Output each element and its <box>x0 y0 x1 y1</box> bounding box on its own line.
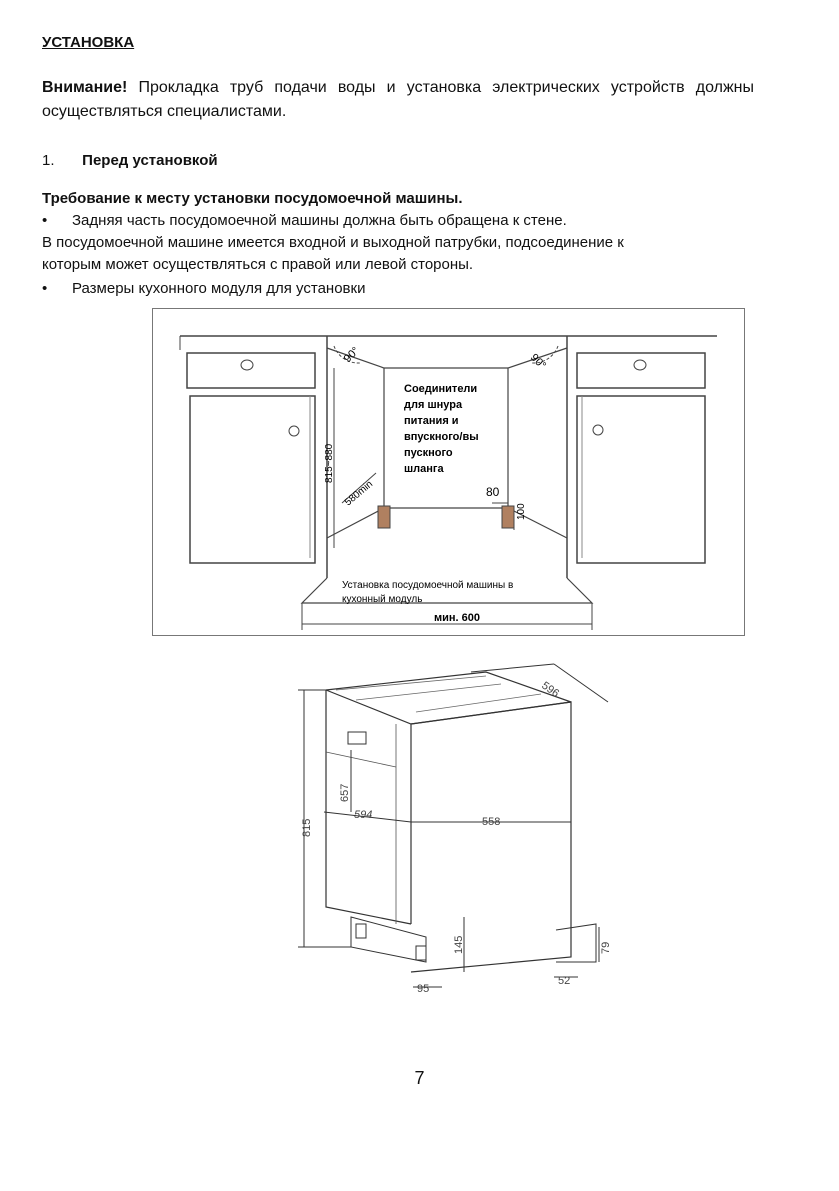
section-heading: УСТАНОВКА <box>42 34 135 51</box>
kitchen-module-diagram <box>152 308 745 636</box>
section-number: 1. <box>42 152 55 169</box>
svg-text:Соединители: Соединители <box>404 383 478 395</box>
warning-lead: Внимание! <box>42 79 128 96</box>
paragraph-line: которым может осуществляться с правой или левой стороны. <box>42 256 474 273</box>
height-range-label: 815~880 <box>324 443 335 483</box>
paragraph-line: В посудомоечной машине имеется входной и выходной патрубки, подсоединение к <box>42 234 624 251</box>
angle-right-label: 90° <box>527 351 549 372</box>
caption-line: Установка посудомоечной машины в <box>342 580 514 591</box>
requirement-title: Требование к месту установки посудомоечной машины. <box>42 190 463 207</box>
dim-594-label: 594 <box>354 809 373 821</box>
depth-min-label: 580min <box>342 478 376 509</box>
dim-100-label: 100 <box>516 503 527 520</box>
dim-80-label: 80 <box>486 485 500 499</box>
bullet-icon: • <box>42 280 48 297</box>
dishwasher-dimension-drawing <box>296 662 621 994</box>
width-min-label: мин. 600 <box>434 612 481 624</box>
connector-label <box>404 383 479 475</box>
dim-657-label: 657 <box>339 783 351 802</box>
dim-558-label: 558 <box>482 816 501 828</box>
svg-text:шланга: шланга <box>404 463 444 475</box>
dim-815-label: 815 <box>301 818 313 837</box>
dim-79-label: 79 <box>600 941 612 954</box>
bullet-item <box>42 278 365 300</box>
warning-text: Прокладка труб подачи воды и установка электрических устройств должны осуществляться специалистами. <box>42 79 754 120</box>
bullet-item <box>42 210 567 232</box>
section-title <box>42 150 218 172</box>
section-title-text: Перед установкой <box>82 152 218 169</box>
svg-text:питания и: питания и <box>404 415 459 427</box>
bullet-text: Размеры кухонного модуля для установки <box>72 280 366 297</box>
svg-text:впускного/вы: впускного/вы <box>404 431 479 443</box>
bullet-icon: • <box>42 212 48 229</box>
dim-596-label: 596 <box>539 679 562 700</box>
bullet-text: Задняя часть посудомоечной машины должна быть обращена к стене. <box>72 212 567 229</box>
svg-text:пускного: пускного <box>404 447 453 459</box>
dim-95-label: 95 <box>417 983 430 994</box>
dim-52-label: 52 <box>558 975 571 987</box>
angle-left-label: 90° <box>341 344 362 366</box>
svg-text:для шнура: для шнура <box>404 399 463 411</box>
page-number: 7 <box>414 1068 425 1088</box>
warning-paragraph <box>42 76 754 124</box>
dim-145-label: 145 <box>453 935 465 954</box>
caption-line: кухонный модуль <box>342 594 423 605</box>
